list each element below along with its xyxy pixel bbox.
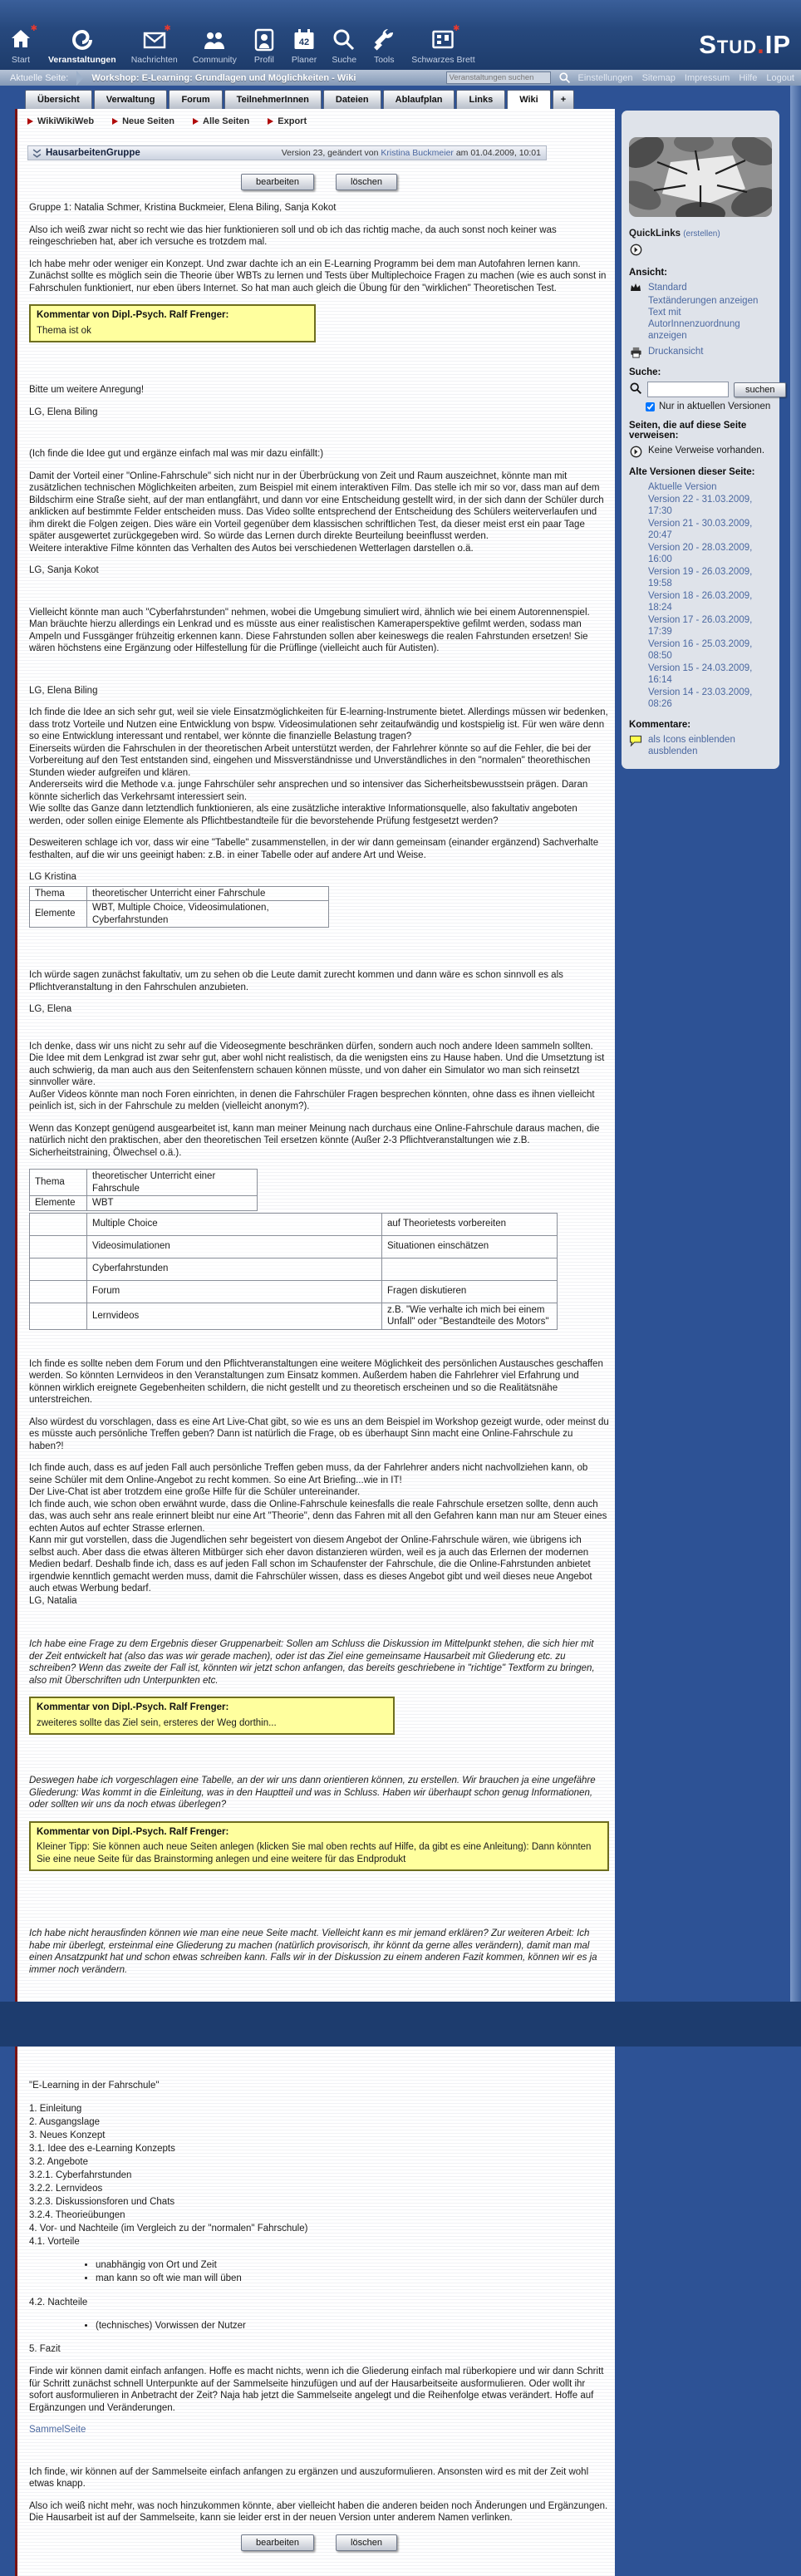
- paragraph: LG, Elena: [29, 1003, 609, 1016]
- paragraph: Gruppe 1: Natalia Schmer, Kristina Buckmeier, Elena Biling, Sanja Kokot: [29, 202, 609, 214]
- nav-item-start[interactable]: [8, 27, 33, 65]
- nav-item-label: Veranstaltungen: [48, 55, 116, 65]
- spacer: [29, 352, 609, 374]
- edit-button[interactable]: bearbeiten: [241, 2534, 314, 2551]
- wiki-search-button[interactable]: suchen: [734, 382, 786, 397]
- wiki-nav-wikiwikiweb[interactable]: [27, 116, 94, 126]
- paragraph: "E-Learning in der Fahrschule": [29, 2080, 609, 2092]
- version-link-7[interactable]: Version 16 - 25.03.2009, 08:50: [648, 638, 772, 662]
- version-link-0[interactable]: Aktuelle Version: [648, 481, 772, 494]
- table-row: [30, 1280, 558, 1303]
- paragraph: Deswegen habe ich vorgeschlagen eine Tabelle, an der wir uns dann orientieren können, zu erstellen. Wir brauchen ja eine ungefähre Gliederung: Was kommt in die Einleitung, was in den Hauptteil und was in Schluss. Haben wir überhaupt schon genug Informationen, oder sollten wir uns da noch etwas überlegen?: [29, 1775, 609, 1811]
- logo-dot: .: [757, 30, 765, 59]
- red-arrow-icon: [268, 118, 273, 125]
- current-versions-label: Nur in aktuellen Versionen: [659, 401, 770, 411]
- paragraph: Also ich weiß zwar nicht so recht wie das hier funktionieren soll und ob ich das richtig mache, da auch sonst noch keiner was reingeschrieben hat, aber ich versuche es trotzdem mal.: [29, 224, 609, 249]
- table-row: [30, 886, 329, 901]
- header-link-einstellungen[interactable]: Einstellungen: [578, 73, 633, 83]
- table-cell: Situationen einschätzen: [382, 1235, 558, 1258]
- view-option-link[interactable]: [648, 295, 772, 307]
- paragraph: LG, Elena Biling: [29, 406, 609, 419]
- table-row: [30, 1235, 558, 1258]
- spacer: [29, 2051, 609, 2070]
- calendar-icon: [292, 27, 317, 52]
- version-link-2[interactable]: Version 21 - 30.03.2009, 20:47: [648, 518, 772, 542]
- tab-links[interactable]: Links: [456, 90, 505, 109]
- spacer: [29, 1332, 609, 1348]
- version-prefix: Version 23, geändert von: [282, 148, 381, 158]
- paragraph: Desweiteren schlage ich vor, dass wir eine "Tabelle" zusammenstellen, in der wir dann gemeinsam (einander ergänzend) Sachverhalte festhalten, auf die wir uns geeinigt haben: z.B. in einer Tabelle oder auf andere Art und Weise.: [29, 837, 609, 861]
- table-row: [30, 1213, 558, 1235]
- paragraph: [29, 2424, 609, 2436]
- wiki-table: [29, 1169, 258, 1211]
- backlinks-empty-text: Keine Verweise vorhanden.: [648, 445, 764, 456]
- printer-icon: [629, 346, 642, 358]
- nav-item-community[interactable]: [193, 27, 237, 65]
- course-search-input[interactable]: [446, 71, 551, 84]
- version-link-9[interactable]: Version 14 - 23.03.2009, 08:26: [648, 687, 772, 711]
- table-cell: [30, 1235, 87, 1258]
- seminar-icon: [70, 27, 95, 52]
- paragraph: Damit der Vorteil einer "Online-Fahrschule" sich nicht nur in der Überbrückung von Zeit und Raum auszeichnet, könnte man mit zusätzlichen technischen Möglichkeiten arbeiten, zum Beispiel mit einem interaktiven Film. Das stelle ich mir so vor, dass man auf dem Bildschirm eine Straße sieht, auf der man entlangfährt, und dann vor eine Entscheidung gestellt wird, in der sich dann der Schüler durch anklicken auf bestimmte Felder entscheiden muss. Das Video sollte entsprechend der Entscheidung des Schülers weiterverlaufen und ihm direkt die Folgen zeigen. Dies wäre ein Vorteil gegenüber dem klassischen schriftlichen Test, da dieser meist erst ein paar Tage später ausgewertet zurückgegeben wird. So würde das Lernen durch direkte Beurteilung beeinflusst werden. Weitere interaktive Filme könnten das Verhalten des Autos bei verschiedenen Wetterlagen darstellen o.ä.: [29, 470, 609, 555]
- speech-bubble-icon: [629, 734, 642, 746]
- table-row: [30, 901, 329, 928]
- delete-button[interactable]: löschen: [336, 2534, 397, 2551]
- wiki-table: [29, 886, 329, 928]
- version-link-5[interactable]: Version 18 - 26.03.2009, 18:24: [648, 590, 772, 614]
- wiki-search-input[interactable]: [647, 382, 729, 397]
- author-link[interactable]: Kristina Buckmeier: [381, 148, 454, 158]
- spacer: [29, 587, 609, 597]
- table-cell: [30, 1258, 87, 1280]
- paragraph: Wenn das Konzept genügend ausgearbeitet ist, kann man meiner Meinung nach durchaus eine Online-Fahrschule daraus machen, die natürlich nicht den praktischen, aber den theoretischen Teil ersetzen könnte (Außer 2-3 Pflichtveranstaltungen wie z.B. Sicherheitstraining, Ölwechsel o.ä.).: [29, 1123, 609, 1160]
- list-item: • (technisches) Vorwissen der Nutzer: [96, 2319, 609, 2333]
- tab-teilnehmerinnen[interactable]: TeilnehmerInnen: [224, 90, 322, 109]
- version-link-6[interactable]: Version 17 - 26.03.2009, 17:39: [648, 614, 772, 638]
- table-row: [30, 1303, 558, 1329]
- header-links: [578, 73, 795, 83]
- table-row: [30, 1196, 258, 1211]
- header-link-logout[interactable]: Logout: [766, 73, 794, 83]
- collapse-chevron-icon[interactable]: [32, 148, 42, 159]
- table-cell: Thema: [30, 886, 87, 901]
- nav-item-nachrichten[interactable]: [131, 27, 178, 65]
- quicklinks-create-link[interactable]: (erstellen): [683, 229, 720, 239]
- breadcrumb-title: Workshop: E-Learning: Grundlagen und Möglichkeiten - Wiki: [91, 73, 356, 83]
- wiki-body: [27, 160, 609, 2576]
- sidebar-search-icon: [629, 382, 642, 397]
- tab-plus[interactable]: +: [553, 90, 574, 109]
- table-cell: Videosimulationen: [87, 1235, 382, 1258]
- studip-logo: [699, 30, 791, 60]
- paragraph: (Ich finde die Idee gut und ergänze einfach mal was mir dazu einfällt:): [29, 448, 609, 461]
- version-link-3[interactable]: Version 20 - 28.03.2009, 16:00: [648, 542, 772, 566]
- wiki-nav-label: Neue Seiten: [122, 116, 174, 126]
- table-cell: WBT, Multiple Choice, Videosimulationen, Cyberfahrstunden: [87, 901, 329, 928]
- comment-author: Kommentar von Dipl.-Psych. Ralf Frenger:: [37, 1826, 602, 1839]
- course-tabs: [25, 90, 576, 109]
- table-cell: Forum: [87, 1280, 382, 1303]
- nav-item-label: Suche: [332, 55, 356, 65]
- table-cell: [30, 1213, 87, 1235]
- comment-box: [29, 304, 316, 342]
- list-item: • unabhängig von Ort und Zeit: [96, 2258, 609, 2273]
- community-icon: [202, 27, 227, 52]
- paragraph: Also würdest du vorschlagen, dass es eine Art Live-Chat gibt, so wie es uns an dem Beispiel im Workshop gezeigt wurde, oder meinst du es müsste auch persönliche Treffen geben? Dann ist natürlich die Frage, ob es überhaupt Sinn macht eine Online-Fahrschule zu haben?!: [29, 1416, 609, 1453]
- nav-item-label: Profil: [254, 55, 274, 65]
- mail-icon: [142, 27, 167, 52]
- version-list: [648, 481, 772, 711]
- header-link-sitemap[interactable]: Sitemap: [642, 73, 676, 83]
- red-arrow-icon: [193, 118, 199, 125]
- tools-icon: [371, 27, 396, 52]
- delete-button[interactable]: löschen: [336, 174, 397, 190]
- backlinks-section-title: Seiten, die auf diese Seite verweisen:: [629, 421, 772, 441]
- nav-item-label: Schwarzes Brett: [411, 55, 474, 65]
- nav-item-label: Start: [12, 55, 30, 65]
- table-cell: Cyberfahrstunden: [87, 1258, 382, 1280]
- nav-item-label: Planer: [292, 55, 317, 65]
- tab-dateien[interactable]: Dateien: [323, 90, 381, 109]
- comment-box: [29, 1697, 395, 1735]
- header-link-impressum[interactable]: Impressum: [685, 73, 730, 83]
- page-action-buttons: [29, 2534, 609, 2551]
- table-row: [30, 1170, 258, 1196]
- version-link-8[interactable]: Version 15 - 24.03.2009, 16:14: [648, 662, 772, 687]
- wiki-sidebar: [622, 111, 779, 769]
- header-utility-area: [446, 71, 801, 84]
- table-cell: Elemente: [30, 901, 87, 928]
- table-cell: theoretischer Unterricht einer Fahrschule: [87, 886, 329, 901]
- spacer: [29, 1617, 609, 1628]
- breadcrumb-prefix: Aktuelle Seite:: [0, 73, 76, 83]
- quicklinks-arrow-icon: [630, 244, 772, 259]
- nav-item-veranstaltungen[interactable]: [48, 27, 116, 65]
- table-cell: Thema: [30, 1170, 87, 1196]
- comment-text: zweiteres sollte das Ziel sein, ersteres der Weg dorthin...: [37, 1717, 387, 1730]
- comment-author: Kommentar von Dipl.-Psych. Ralf Frenger:: [37, 1702, 387, 1714]
- wiki-nav-alle-seiten[interactable]: [193, 116, 249, 126]
- tab-ablaufplan[interactable]: Ablaufplan: [383, 90, 455, 109]
- search-icon[interactable]: [558, 71, 571, 84]
- board-icon: [430, 27, 455, 52]
- profile-icon: [252, 27, 277, 52]
- nav-item-profil[interactable]: [252, 27, 277, 65]
- paragraph: Ich habe mehr oder weniger ein Konzept. Und zwar dachte ich an ein E-Learning Programm bei dem man Autofahren lernen kann. Zunächst sollte es möglich sein die Theorie über WBTs zu lernen und Tests über Multiplechoice Fragen zu machen (wie es auch sonst in Fahrschulen funktioniert, nur eben übers Internet. So hat man auch gleich die Übung für den "wirklichen" Theoretischen Test.: [29, 259, 609, 295]
- logo-text: Stud: [699, 30, 757, 59]
- wiki-table: [29, 1213, 558, 1330]
- tab-übersicht[interactable]: Übersicht: [25, 90, 92, 109]
- page-edge-strip: [790, 86, 801, 2002]
- wiki-nav-label: WikiWikiWeb: [37, 116, 94, 126]
- table-cell: Fragen diskutieren: [382, 1280, 558, 1303]
- tab-wiki[interactable]: Wiki: [507, 90, 551, 109]
- red-arrow-icon: [112, 118, 118, 125]
- comments-hide-link[interactable]: ausblenden: [648, 746, 697, 756]
- table-cell: auf Theorietests vorbereiten: [382, 1213, 558, 1235]
- nav-item-planer[interactable]: [292, 27, 317, 65]
- comments-section-title: Kommentare:: [629, 720, 772, 730]
- footer-band: [0, 2002, 801, 2047]
- notification-badge: ✱: [31, 25, 37, 33]
- group-hands-photo: [629, 137, 772, 217]
- view-option-label[interactable]: Textänderungen anzeigen: [648, 296, 758, 306]
- home-icon: [8, 27, 33, 52]
- breadcrumb-arrow-icon: [76, 71, 83, 86]
- search-icon: [332, 27, 356, 52]
- table-cell: Lernvideos: [87, 1303, 382, 1329]
- paragraph: Ich finde es sollte neben dem Forum und den Pflichtveranstaltungen eine weitere Möglichkeit des persönlichen Austausches geschaffen werden. So könnten Lernvideos in den Veranstaltungen zum Einsatz kommen. Außerdem haben die Fahrlehrer viel Erfahrung und können wirklich ereignete Gegebenheiten schildern, die nicht gestellt und zu theoretisch erscheinen und so die Realitätsnähe unterstreichen.: [29, 1358, 609, 1406]
- table-cell: z.B. "Wie verhalte ich mich bei einem Unfall" oder "Bestandteile des Motors": [382, 1303, 558, 1329]
- comment-text: Kleiner Tipp: Sie können auch neue Seiten anlegen (klicken Sie mal oben rechts auf Hilfe, da gibt es eine Anleitung): Dann könnten Sie eine neue Seite für das Brainstorming anlegen und eine weitere für das Endprodukt: [37, 1841, 602, 1865]
- nav-item-label: Nachrichten: [131, 55, 178, 65]
- page-action-buttons: [29, 174, 609, 190]
- top-nav: [8, 27, 475, 65]
- quicklinks-title: QuickLinks: [629, 229, 681, 239]
- wiki-nav-label: Alle Seiten: [203, 116, 249, 126]
- outline-block: 5. Fazit: [29, 2342, 609, 2356]
- tab-verwaltung[interactable]: Verwaltung: [94, 90, 168, 109]
- nav-item-label: Community: [193, 55, 237, 65]
- paragraph: Ich habe eine Frage zu dem Ergebnis dieser Gruppenarbeit: Sollen am Schluss die Diskussion im Mittelpunkt stehen, die sich hier mit der Zeit entwickelt hat (also das was wir gerade machen), oder ist das Ziel eine gemeinsame Hausarbeit mit Gliederung etc. zu schreiben? Wenn das zweite der Fall ist, könnten wir jetzt schon anfangen, das bereits geschriebene in "richtige" Textform zu bringen, also mit Überschriften udn Unterpunkten etc.: [29, 1638, 609, 1687]
- view-links: [629, 295, 772, 342]
- crown-icon: [629, 282, 642, 292]
- paragraph: Ich habe nicht herausfinden können wie man eine neue Seite macht. Vielleicht kann es mir jemand erklären? Zur weiteren Arbeit: Ich habe mir überlegt, ersteinmal eine Gliederung zu machen (natürlich provisorisch, ihr könnt da gerne alles verändern), damit man mal einen Ansatzpunkt hat und schon etwas schreiben kann. Falls wir in der Diskussion zu einem anderen Fazit kommen, können wir es ja immer noch verändern.: [29, 1928, 609, 1976]
- notification-badge: ✱: [164, 25, 170, 33]
- table-cell: WBT: [87, 1196, 258, 1211]
- table-row: [30, 1258, 558, 1280]
- wiki-nav-label: Export: [278, 116, 307, 126]
- version-info: [282, 148, 546, 158]
- spacer: [29, 1745, 609, 1765]
- nav-item-schwarzes-brett[interactable]: [411, 27, 474, 65]
- search-section-title: Suche:: [629, 367, 772, 377]
- outline-block: 1. Einleitung 2. Ausgangslage 3. Neues Konzept 3.1. Idee des e-Learning Konzepts 3.2. Angebote 3.2.1. Cyberfahrstunden 3.2.2. Lernvideos 3.2.3. Diskussionsforen und Chats 3.2.4. Theorieübungen 4. Vor- und Nachteile (im Vergleich zu der "normalen" Fahrschule) 4.1. Vorteile: [29, 2102, 609, 2248]
- edit-button[interactable]: bearbeiten: [241, 174, 314, 190]
- header-link-hilfe[interactable]: Hilfe: [739, 73, 757, 83]
- wiki-subnav: [27, 109, 607, 129]
- table-cell: [30, 1303, 87, 1329]
- outline-block: 4.2. Nachteile: [29, 2296, 609, 2309]
- comments-show-link[interactable]: als Icons einblenden: [648, 735, 735, 745]
- current-versions-checkbox[interactable]: [646, 402, 655, 411]
- comment-box: [29, 1821, 609, 1872]
- paragraph: LG, Elena Biling: [29, 685, 609, 697]
- svg-text:42: 42: [299, 37, 309, 47]
- view-option-link[interactable]: [648, 307, 772, 342]
- wiki-nav-export[interactable]: [268, 116, 307, 126]
- spacer: [29, 1026, 609, 1031]
- bullet-list: [29, 2319, 609, 2333]
- paragraph: Ich denke, dass wir uns nicht zu sehr auf die Videosegmente beschränken dürfen, sondern auch noch andere Ideen sammeln sollten. Die Idee mit dem Lenkgrad ist zwar sehr gut, aber wohl nicht realistisch, da die wenigsten eins zu Hause haben. Und die Umsetztung ist auch schwierig, da man auch aus den Seitenfenstern schauen können müsste, und von daher ein Simulator wo man sich reinsetzt sinnvoller wäre. Außer Videos könnte man noch Foren einrichten, in denen die Fahrschüler Fragen besprechen könnten, ohne dass es ihnen vielleicht peinlich ist, sich in der Fahrschule zu melden (vielleicht anonym?).: [29, 1041, 609, 1113]
- spacer: [29, 428, 609, 438]
- table-cell: [382, 1258, 558, 1280]
- breadcrumb-bar: [0, 70, 801, 86]
- sammelseite-link[interactable]: SammelSeite: [29, 2425, 86, 2435]
- spacer: [29, 929, 609, 959]
- list-item: • man kann so oft wie man will üben: [96, 2272, 609, 2286]
- paragraph: Ich finde auch, dass es auf jeden Fall auch persönliche Treffen geben muss, da der Fahrlehrer anders nicht nachvollziehen kann, ob seine Schüler mit dem Online-Angebot zu recht kommen. So eine Art Briefing...wie in IT! Der Live-Chat ist aber trotzdem eine große Hilfe für die Schüler untereinander. Ich finde auch, wie schon oben erwähnt wurde, dass die Online-Fahrschule keinesfalls die reale Fahrschule ersetzen sollte, denn auch das, was auch sehr ans reale erinnert bleibt nur eine Art "Theorie", denn das Fahren mit all den Gefahren kann man nur am Steuer eines echten Autos auf echter Strasse erlernen. Kann mir gut vorstellen, dass die Jugendlichen sehr begeistert von diesem Angebot der Online-Fahrschule wären, wie übrigens ich selbst auch. Aber dass die etwas älteren Mitbürger sich eher davon distanzieren würden, weil es ja auch das Erlernen der modernen Medien bedarf. Deshalb finde ich, dass es auf jeden Fall schon im Schaufenster der Fahrschule, die die Online-Fahrstunden anbietet irgendwie kenntlich gemacht werden muss, damit die Fahrschüler wissen, dass es dieses Angebot gibt und weil dieses neue Angebot auch etwas Werbung bedarf. LG, Natalia: [29, 1462, 609, 1607]
- nav-item-suche[interactable]: [332, 27, 356, 65]
- top-header: [0, 0, 801, 70]
- print-view-link[interactable]: Druckansicht: [648, 346, 703, 357]
- paragraph: Bitte um weitere Anregung!: [29, 384, 609, 396]
- table-cell: Elemente: [30, 1196, 87, 1211]
- paragraph: Finde wir können damit einfach anfangen. Hoffe es macht nichts, wenn ich die Gliederung einfach mal rüberkopiere und wir dann Schritt für Schritt zunächst schnell Unterpunkte auf der Sammelseite hinzufügen und auf der Hausarbeitseite ausformulieren. Oder wollt ihr sofort ausformulieren in Anbetracht der Zeit? Naja hab jetzt die Sammelseite angelegt und die Reihenfolge etwas verändert. Hoffe auf Ergänzungen und Veränderungen.: [29, 2366, 609, 2414]
- wiki-nav-neue-seiten[interactable]: [112, 116, 174, 126]
- paragraph: Ich würde sagen zunächst fakultativ, um zu sehen ob die Leute damit zurecht kommen und dann wäre es schon sinnvoll es als Pflichtveranstaltung in den Fahrschulen anzubieten.: [29, 969, 609, 993]
- spacer: [29, 1881, 609, 1918]
- comment-text: Thema ist ok: [37, 325, 308, 337]
- version-link-1[interactable]: Version 22 - 31.03.2009, 17:30: [648, 494, 772, 518]
- paragraph: Ich finde die Idee an sich sehr gut, weil sie viele Einsatzmöglichkeiten für E-learning-Instrumente bietet. Allerdings müssen wir bedenken, dass trotz Vorteile und Nutzen eine Entwicklung von bspw. Videosimulationen sehr zeitaufwändig und kostspielig ist. Für wen wäre denn so eine Entwicklung interessant und rentabel, wer könnte die finanzielle Belastung tragen? Einerseits würden die Fahrschulen in der theoretischen Arbeit unterstützt werden, der Fahrlehrer könnte so auf die Fehler, die bei der Vorbereitung auf den Test entstanden sind, eingehen und Missverständnisse und Unverständliches in den "normalen" theorethischen Stunden wieder aufgreifen und klären. Andererseits wird die Methode v.a. junge Fahrschüler sehr ansprechen und so intensiver das Sicherheitsbewusstsein prägen. Daran könnte sicherlich das Verkehrsamt interessiert sein. Wie sollte das Ganze dann letztendlich funktionieren, als eine zusätzliche interaktive Informationsquelle, also fakultativ angeboten werden, oder sollen einige Elemente als Pflichtbestandteile für die bevorstehende Prüfung festgesetzt werden?: [29, 707, 609, 827]
- version-link-4[interactable]: Version 19 - 26.03.2009, 19:58: [648, 566, 772, 590]
- bullet-list: [29, 2258, 609, 2286]
- versions-section-title: Alte Versionen dieser Seite:: [629, 467, 772, 477]
- logo-text-2: IP: [765, 30, 791, 59]
- version-suffix: am 01.04.2009, 10:01: [454, 148, 541, 158]
- paragraph: Also ich weiß nicht mehr, was noch hinzukommen könnte, aber vielleicht haben die anderen beiden noch Änderungen und Ergänzungen. Die Hausarbeit ist auf der Sammelseite, kann sie leider erst in der neuen Version unter anderem Namen verlinken.: [29, 2500, 609, 2524]
- spacer: [29, 2446, 609, 2456]
- red-arrow-icon: [27, 118, 33, 125]
- tab-forum[interactable]: Forum: [169, 90, 222, 109]
- view-standard-link[interactable]: Standard: [648, 282, 687, 293]
- nav-item-label: Tools: [374, 55, 395, 65]
- view-option-label[interactable]: Text mit AutorInnenzuordnung anzeigen: [648, 308, 740, 341]
- spacer: [29, 665, 609, 675]
- table-cell: [30, 1280, 87, 1303]
- comment-author: Kommentar von Dipl.-Psych. Ralf Frenger:: [37, 309, 308, 322]
- page-title: HausarbeitenGruppe: [46, 148, 140, 158]
- paragraph: Ich finde, wir können auf der Sammelseite einfach anfangen zu ergänzen und auszuformulieren. Ansonsten wird es mit der Zeit wohl etwas knapp.: [29, 2466, 609, 2490]
- view-section-title: Ansicht:: [629, 268, 772, 278]
- notification-badge: ✱: [453, 25, 459, 33]
- quicklinks-row: [629, 229, 772, 239]
- table-cell: Multiple Choice: [87, 1213, 382, 1235]
- main-content: [15, 109, 615, 2576]
- table-cell: theoretischer Unterricht einer Fahrschule: [87, 1170, 258, 1196]
- paragraph: Vielleicht könnte man auch "Cyberfahrstunden" nehmen, wobei die Umgebung simuliert wird, ähnlich wie bei einem Autorennenspiel. Man bräuchte hierzu allerdings ein Lenkrad und es müsste aus einer realistischen Kameraperspektive gefilmt werden, sodass man Ampeln und Fussgänger frühzeitig erkennen kann. Diese Fahrstunden sollen aber keineswegs die realen Fahrstunden ersetzen! Sie wären höchstens eine Ergänzung oder Hilfestellung für die Prüflinge (vielleicht auch für Autisten).: [29, 607, 609, 655]
- wiki-page-titlebar: [27, 145, 547, 160]
- nav-item-tools[interactable]: [371, 27, 396, 65]
- backlinks-arrow-icon: [629, 445, 642, 458]
- paragraph: LG Kristina: [29, 871, 609, 884]
- paragraph: LG, Sanja Kokot: [29, 564, 609, 577]
